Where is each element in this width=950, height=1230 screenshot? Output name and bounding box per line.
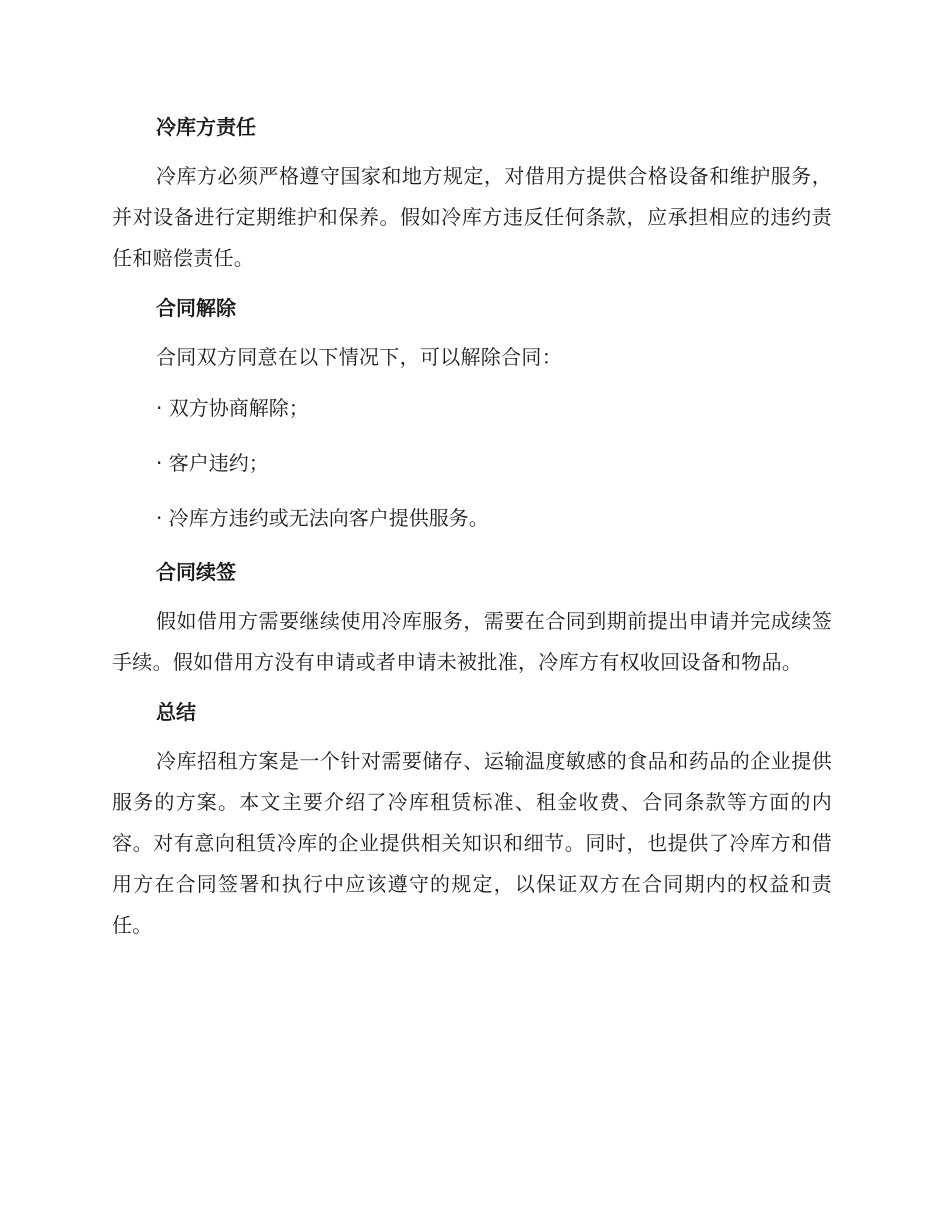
section-heading: 合同续签: [156, 560, 236, 584]
list-item: · 客户违约；: [156, 451, 269, 475]
document-page: [112, 108, 832, 956]
section-heading: 合同解除: [156, 296, 236, 320]
section-paragraph: 合同双方同意在以下情况下，可以解除合同：: [156, 345, 562, 369]
list-item: · 双方协商解除；: [156, 396, 309, 420]
section-heading: 总结: [156, 700, 196, 724]
section-coldstore-responsibility: [112, 108, 832, 279]
section-heading: 冷库方责任: [156, 115, 256, 139]
section-contract-termination: [112, 289, 832, 539]
section-contract-renewal: [112, 553, 832, 683]
section-summary: [112, 693, 832, 946]
section-paragraph: 假如借用方需要继续使用冷库服务，需要在合同到期前提出申请并完成续签手续。假如借用方没有申请或者申请未被批准，冷库方有权收回设备和物品。: [112, 609, 832, 674]
section-paragraph: 冷库方必须严格遵守国家和地方规定，对借用方提供合格设备和维护服务，并对设备进行定期维护和保养。假如冷库方违反任何条款，应承担相应的违约责任和赔偿责任。: [112, 164, 832, 270]
list-item: · 冷库方违约或无法向客户提供服务。: [156, 506, 489, 530]
section-paragraph: 冷库招租方案是一个针对需要储存、运输温度敏感的食品和药品的企业提供服务的方案。本文主要介绍了冷库租赁标准、租金收费、合同条款等方面的内容。对有意向租赁冷库的企业提供相关知识和细节。同时，也提供了冷库方和借用方在合同签署和执行中应该遵守的规定，以保证双方在合同期内的权益和责任。: [112, 749, 832, 937]
